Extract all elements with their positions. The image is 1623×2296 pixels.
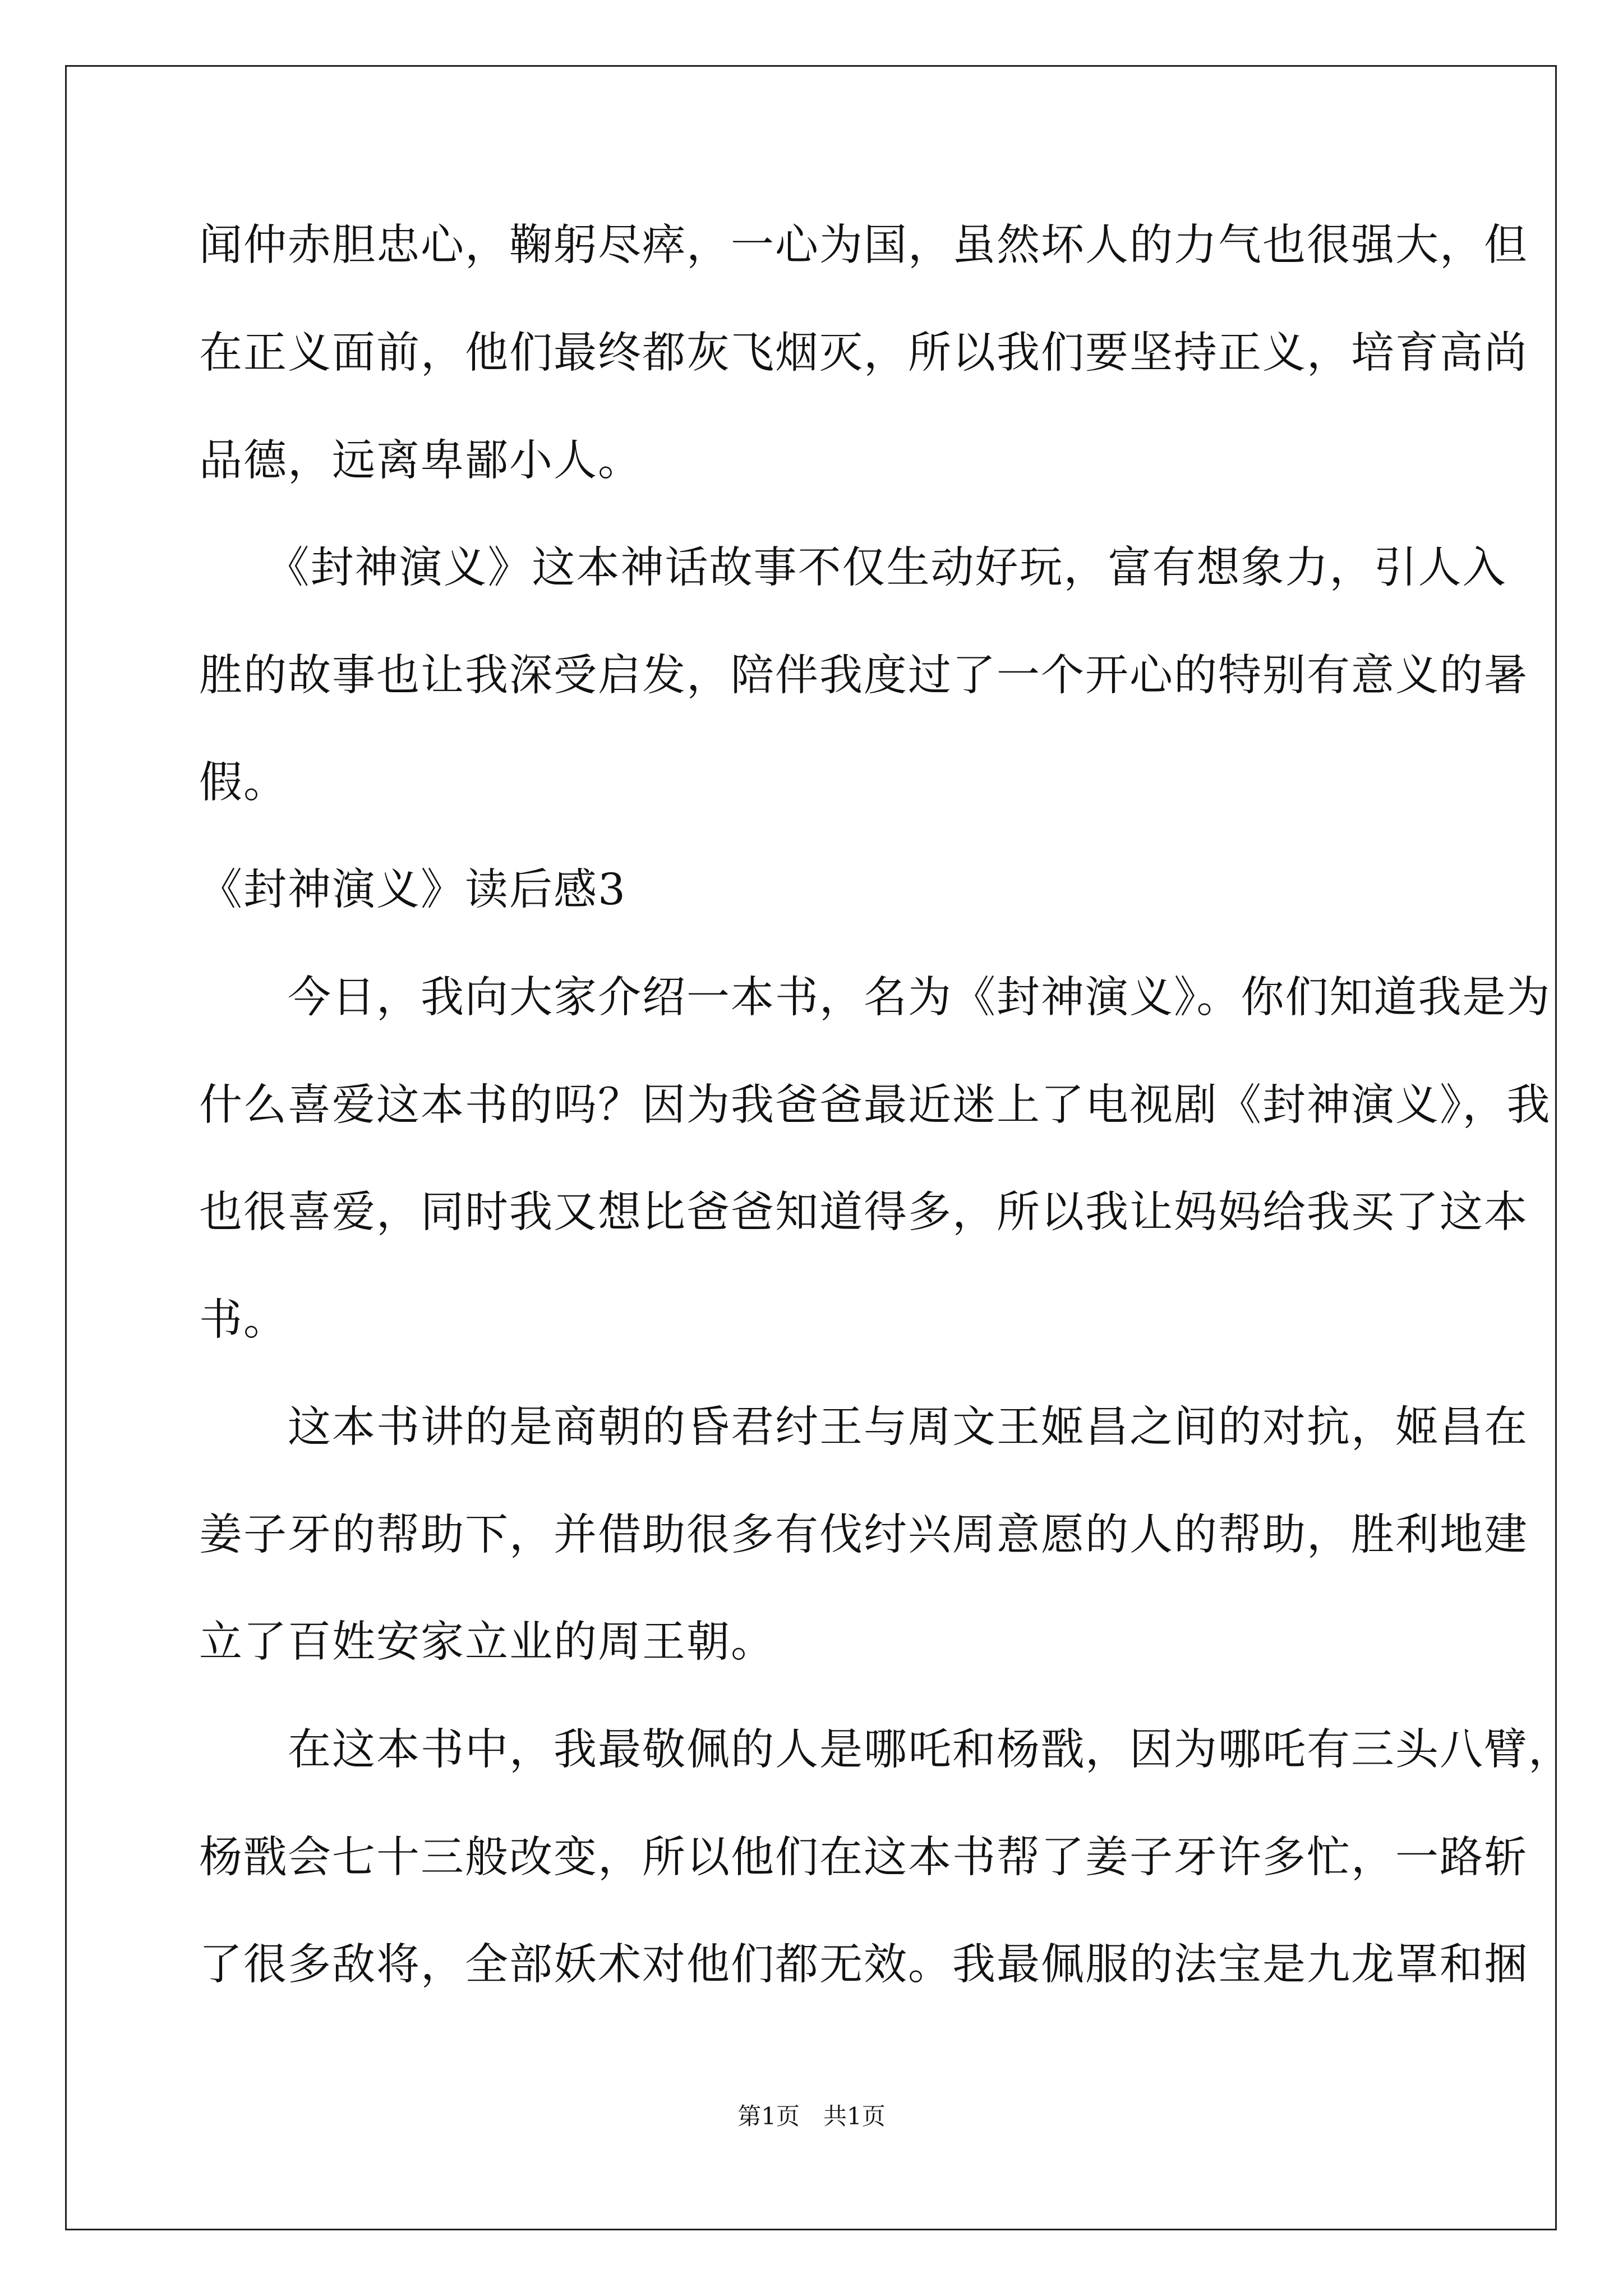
text-line: 也很喜爱，同时我又想比爸爸知道得多，所以我让妈妈给我买了这本 [199, 1188, 1528, 1237]
text-line: 《封神演义》这本神话故事不仅生动好玩，富有想象力，引人入 [199, 543, 1507, 593]
text-line: 在这本书中，我最敬佩的人是哪吒和杨戬，因为哪吒有三头八臂， [199, 1725, 1573, 1775]
text-line: 书。 [199, 1295, 288, 1345]
text-line: 这本书讲的是商朝的昏君纣王与周文王姬昌之间的对抗，姬昌在 [199, 1402, 1528, 1452]
text-line: 假。 [199, 758, 288, 808]
text-line: 姜子牙的帮助下，并借助很多有伐纣兴周意愿的人的帮助，胜利地建 [199, 1510, 1528, 1560]
page-footer: 第1页 共1页 [737, 2102, 886, 2130]
section-heading: 《封神演义》读后感3 [199, 865, 626, 915]
text-line: 今日，我向大家介绍一本书，名为《封神演义》。你们知道我是为 [199, 973, 1551, 1023]
text-line: 胜的故事也让我深受启发，陪伴我度过了一个开心的特别有意义的暑 [199, 651, 1528, 701]
text-line: 在正义面前，他们最终都灰飞烟灭，所以我们要坚持正义，培育高尚 [199, 328, 1528, 378]
text-line: 品德，远离卑鄙小人。 [199, 436, 642, 486]
page-border [65, 65, 1557, 2230]
text-line: 杨戬会七十三般改变，所以他们在这本书帮了姜子牙许多忙，一路斩 [199, 1833, 1528, 1883]
text-line: 立了百姓安家立业的周王朝。 [199, 1617, 775, 1667]
text-line: 闻仲赤胆忠心，鞠躬尽瘁，一心为国，虽然坏人的力气也很强大，但 [199, 220, 1528, 270]
text-line: 什么喜爱这本书的吗？因为我爸爸最近迷上了电视剧《封神演义》，我 [199, 1080, 1551, 1130]
text-line: 了很多敌将，全部妖术对他们都无效。我最佩服的法宝是九龙罩和捆 [199, 1940, 1528, 1990]
